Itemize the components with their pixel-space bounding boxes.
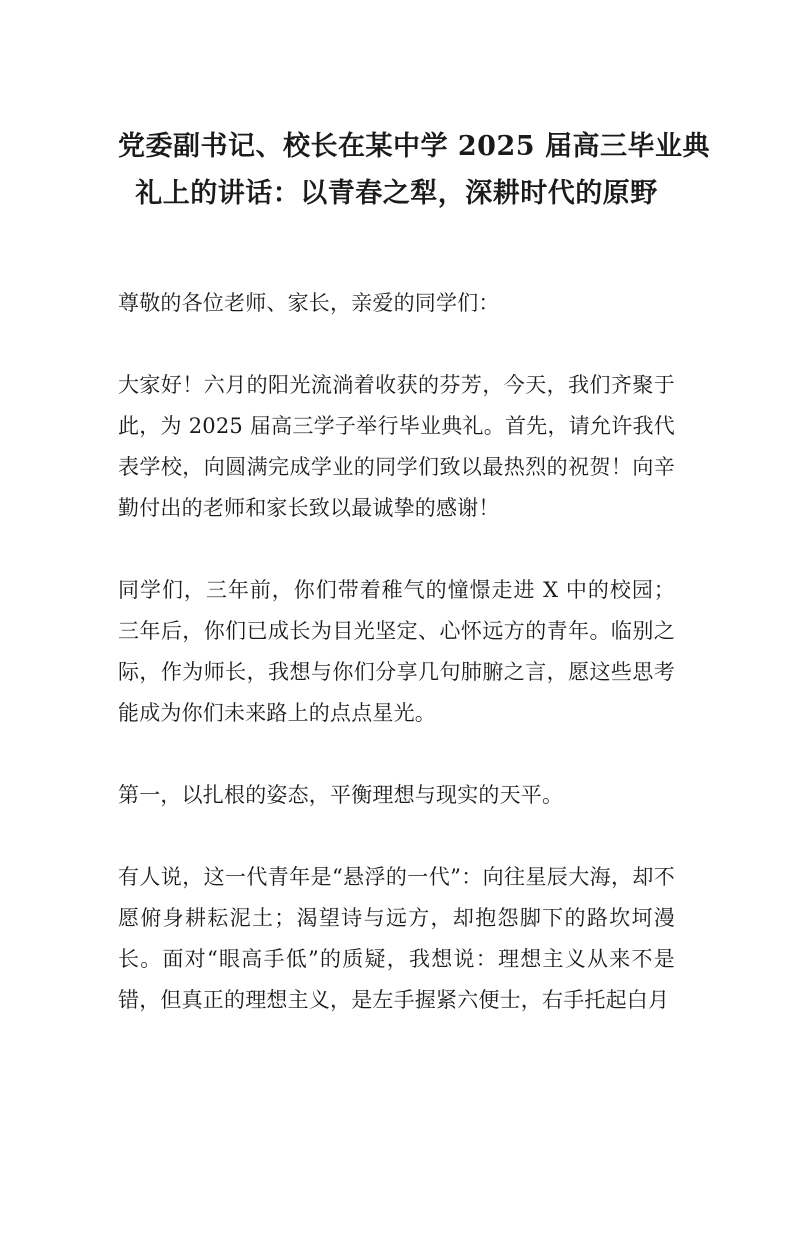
- document-title: [118, 123, 710, 217]
- paragraph-opening-congratulations: 大家好！六月的阳光流淌着收获的芬芳，今天，我们齐聚于此，为 2025 届高三学子举行毕业典礼。首先，请允许我代表学校，向圆满完成学业的同学们致以最热烈的祝贺！向辛勤付出的老师和家长致以最诚挚的感谢！: [118, 373, 675, 520]
- document-page: [0, 123, 793, 1245]
- document-title-line-1: 党委副书记、校长在某中学 2025 届高三毕业典: [118, 131, 710, 162]
- paragraph-point-one-heading: 第一，以扎根的姿态，平衡理想与现实的天平。: [118, 783, 564, 807]
- paragraph-student-growth: 同学们，三年前，你们带着稚气的憧憬走进 X 中的校园；三年后，你们已成长为目光坚定、心怀远方的青年。临别之际，作为师长，我想与你们分享几句肺腑之言，愿这些思考能成为你们未来路上的点点星光。: [118, 578, 675, 725]
- salutation-line: 尊敬的各位老师、家长，亲爱的同学们：: [118, 291, 500, 315]
- paragraph-point-one-body: 有人说，这一代青年是“悬浮的一代”：向往星辰大海，却不愿俯身耕耘泥土；渴望诗与远方，却抱怨脚下的路坎坷漫长。面对“眼高手低”的质疑，我想说：理想主义从来不是错，但真正的理想主义，是左手握紧六便士，右手托起白月: [118, 865, 675, 1012]
- document-title-line-2: 礼上的讲话：以青春之犁，深耕时代的原野: [135, 178, 658, 209]
